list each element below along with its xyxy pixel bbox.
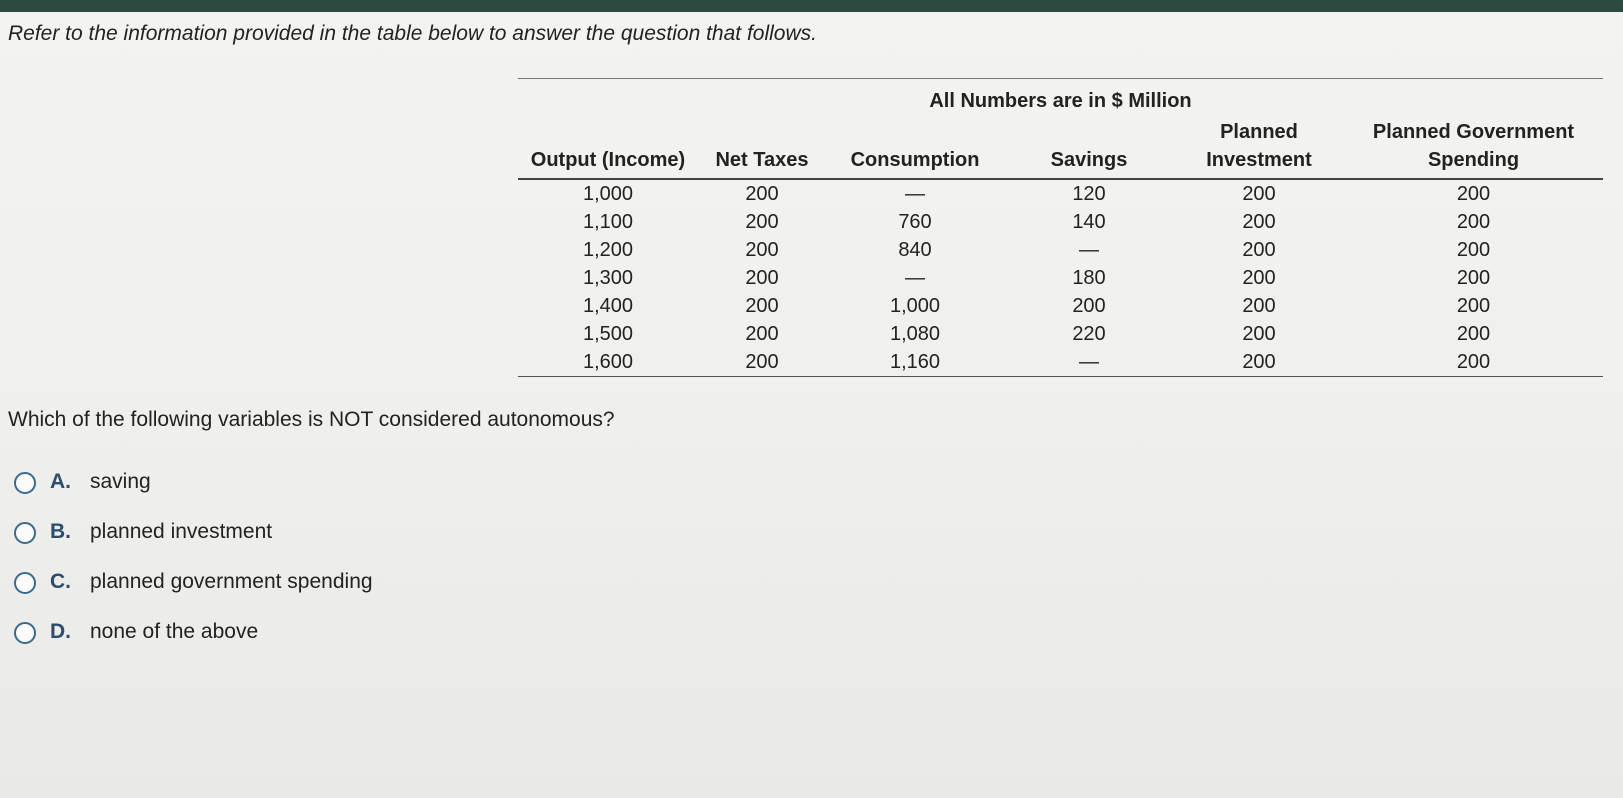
option-text[interactable]: planned government spending [90,570,373,593]
answer-options [14,470,373,670]
table-row [518,179,1603,208]
table-cell: 840 [898,239,932,261]
table-row [518,236,1603,264]
table-row [518,320,1603,348]
header-planned-investment: Planned Investment [1174,118,1344,179]
table-cell: 1,100 [582,211,634,233]
radio-button-b[interactable] [14,522,36,544]
table-cell: 1,000 [889,295,941,317]
table-row [518,208,1603,236]
table-cell: 200 [1456,239,1491,261]
table-cell: 1,500 [582,323,634,345]
option-a[interactable] [14,470,373,520]
header-output: Output (Income) [518,118,698,179]
table-cell: 200 [1242,239,1276,261]
option-letter: D. [50,620,71,643]
table-cell: — [1004,348,1174,377]
header-planned-government-spending: Planned Government Spending [1344,118,1603,179]
radio-button-a[interactable] [14,472,36,494]
table-cell: 200 [745,295,779,317]
header-savings: Savings [1004,118,1174,179]
table-cell: 200 [745,267,779,289]
table-cell: 1,600 [518,348,698,377]
question-intro: Refer to the information provided in the table below to answer the question that follows. [8,22,817,45]
table-cell: 200 [1456,323,1491,345]
table-row [518,292,1603,320]
table-cell: 1,300 [582,267,634,289]
table-row [518,348,1603,377]
table-cell: 200 [1456,211,1491,233]
table-cell: 200 [745,239,779,261]
table-cell: 200 [1242,323,1276,345]
table-cell: 1,160 [826,348,1004,377]
table-cell: 200 [698,348,826,377]
option-b[interactable] [14,520,373,570]
table-cell: 200 [1344,348,1603,377]
table-cell: 200 [1456,267,1491,289]
option-text[interactable]: saving [90,470,151,493]
radio-button-d[interactable] [14,622,36,644]
option-text[interactable]: planned investment [90,520,273,543]
question-text: Which of the following variables is NOT considered autonomous? [8,408,615,431]
table-cell: 200 [1242,211,1276,233]
table-cell: 200 [745,323,779,345]
table-cell: 200 [1242,183,1276,205]
table-cell: 200 [745,183,779,205]
table-cell: 140 [1072,211,1106,233]
table-header-row [518,118,1603,179]
header-consumption: Consumption [826,118,1004,179]
table-cell: 1,080 [889,323,941,345]
option-d[interactable] [14,620,373,670]
table-row [518,264,1603,292]
option-letter: B. [50,520,71,543]
table-cell: 200 [1242,267,1276,289]
option-letter: A. [50,470,71,493]
table-cell: 1,400 [582,295,634,317]
table-cell: — [905,267,925,289]
table-top-rule [518,78,1603,79]
data-table [518,118,1603,377]
table-cell: 1,000 [582,183,634,205]
option-text[interactable]: none of the above [90,620,259,643]
radio-button-c[interactable] [14,572,36,594]
table-cell: 200 [1242,295,1276,317]
table-cell: 760 [898,211,932,233]
table-cell: 180 [1072,267,1106,289]
table-cell: — [905,183,925,205]
option-c[interactable] [14,570,373,620]
window-top-strip [0,0,1623,12]
option-letter: C. [50,570,71,593]
table-cell: 1,200 [582,239,634,261]
table-cell: 120 [1072,183,1106,205]
table-cell: 200 [1456,183,1491,205]
header-net-taxes: Net Taxes [698,118,826,179]
table-cell: 200 [1456,295,1491,317]
table-cell: 200 [1174,348,1344,377]
table-cell: 200 [1072,295,1106,317]
table-cell: — [1079,239,1099,261]
table-cell: 220 [1072,323,1106,345]
table-caption: All Numbers are in $ Million [929,90,1192,112]
table-cell: 200 [745,211,779,233]
